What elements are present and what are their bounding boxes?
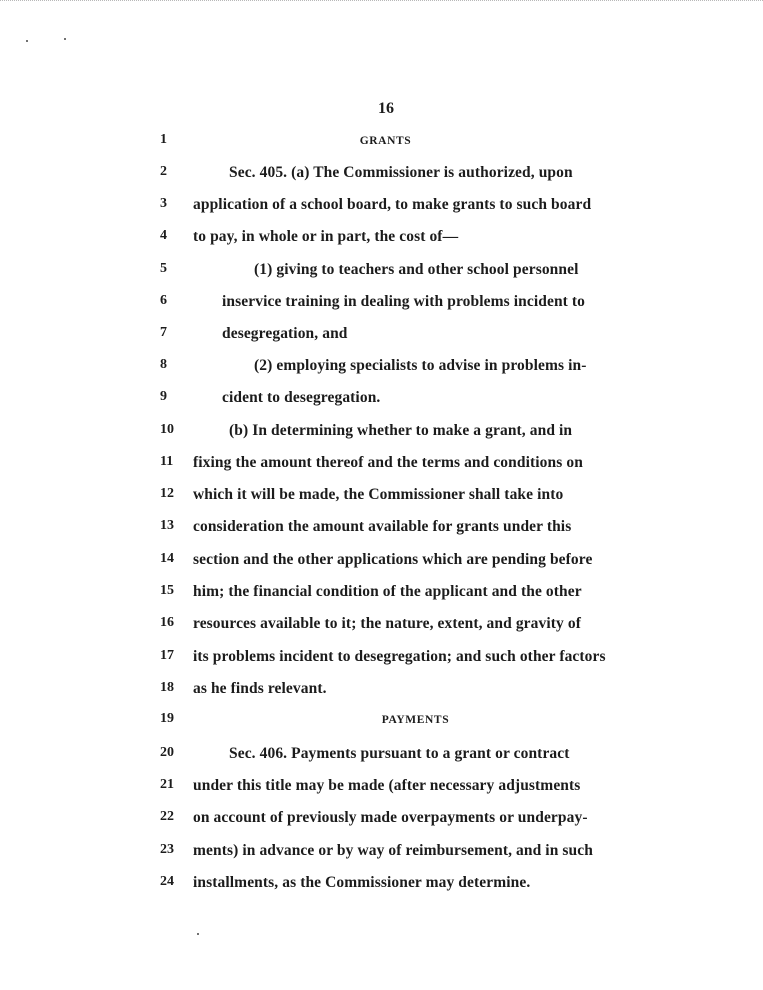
numbered-line-5 — [0, 261, 763, 283]
numbered-line-14 — [0, 551, 763, 573]
line-text: under this title may be made (after necessary adjustments — [193, 777, 581, 794]
line-number: 10 — [160, 422, 174, 437]
numbered-line-9 — [0, 389, 763, 411]
line-text: (2) employing specialists to advise in problems in- — [254, 357, 587, 374]
line-text: Sec. 405. (a) The Commissioner is authorized, upon — [229, 164, 573, 181]
line-text: cident to desegregation. — [222, 389, 381, 406]
line-number: 5 — [160, 261, 167, 276]
line-text: ments) in advance or by way of reimbursement, and in such — [193, 842, 593, 859]
line-text: Sec. 406. Payments pursuant to a grant or contract — [229, 745, 570, 762]
line-text: consideration the amount available for grants under this — [193, 518, 572, 535]
line-text: (b) In determining whether to make a grant, and in — [229, 422, 573, 439]
numbered-line-7 — [0, 325, 763, 347]
line-text: desegregation, and — [222, 325, 348, 342]
line-number: 21 — [160, 777, 174, 792]
line-number: 23 — [160, 842, 174, 857]
line-text: on account of previously made overpayments or underpay- — [193, 809, 588, 826]
line-text: him; the financial condition of the applicant and the other — [193, 583, 582, 600]
line-text: installments, as the Commissioner may determine. — [193, 874, 531, 891]
line-number: 15 — [160, 583, 174, 598]
line-text: which it will be made, the Commissioner shall take into — [193, 486, 564, 503]
line-text: application of a school board, to make grants to such board — [193, 196, 592, 213]
line-number: 18 — [160, 680, 174, 695]
top-dotted-border — [0, 0, 763, 1]
line-number: 16 — [160, 615, 174, 630]
numbered-line-6 — [0, 293, 763, 315]
line-number: 14 — [160, 551, 174, 566]
numbered-line-20 — [0, 745, 763, 767]
numbered-line-3 — [0, 196, 763, 218]
line-number: 4 — [160, 228, 167, 243]
numbered-line-4 — [0, 228, 763, 250]
line-text: to pay, in whole or in part, the cost of— — [193, 228, 459, 245]
numbered-line-22 — [0, 809, 763, 831]
line-number: 17 — [160, 648, 174, 663]
line-number: 19 — [160, 711, 174, 726]
line-text: inservice training in dealing with problems incident to — [222, 293, 586, 310]
line-number: 8 — [160, 357, 167, 372]
line-number: 22 — [160, 809, 174, 824]
line-text: resources available to it; the nature, extent, and gravity of — [193, 615, 581, 632]
section-heading-grants: GRANTS — [359, 135, 412, 147]
numbered-line-11 — [0, 454, 763, 476]
line-number: 1 — [160, 132, 167, 147]
line-number: 2 — [160, 164, 167, 179]
numbered-line-23 — [0, 842, 763, 864]
scan-speck — [64, 38, 66, 40]
section-heading-payments: PAYMENTS — [381, 714, 450, 726]
line-number: 3 — [160, 196, 167, 211]
line-text: its problems incident to desegregation; and such other factors — [193, 648, 606, 665]
numbered-line-10 — [0, 422, 763, 444]
numbered-line-21 — [0, 777, 763, 799]
line-number: 20 — [160, 745, 174, 760]
numbered-line-12 — [0, 486, 763, 508]
line-number: 7 — [160, 325, 167, 340]
line-number: 9 — [160, 389, 167, 404]
line-number: 13 — [160, 518, 174, 533]
page-number: 16 — [378, 100, 394, 117]
numbered-line-17 — [0, 648, 763, 670]
numbered-line-13 — [0, 518, 763, 540]
line-text: fixing the amount thereof and the terms and conditions on — [193, 454, 583, 471]
scan-speck — [26, 40, 28, 42]
numbered-line-16 — [0, 615, 763, 637]
line-text: (1) giving to teachers and other school personnel — [254, 261, 579, 278]
numbered-line-2 — [0, 164, 763, 186]
line-text: section and the other applications which are pending before — [193, 551, 593, 568]
line-text: as he finds relevant. — [193, 680, 327, 697]
numbered-line-19 — [0, 711, 763, 733]
line-number: 24 — [160, 874, 174, 889]
line-number: 12 — [160, 486, 174, 501]
numbered-line-15 — [0, 583, 763, 605]
numbered-line-8 — [0, 357, 763, 379]
numbered-line-18 — [0, 680, 763, 702]
line-number: 6 — [160, 293, 167, 308]
numbered-line-1 — [0, 132, 763, 154]
line-number: 11 — [160, 454, 174, 469]
scan-speck — [197, 933, 199, 935]
numbered-line-24 — [0, 874, 763, 896]
